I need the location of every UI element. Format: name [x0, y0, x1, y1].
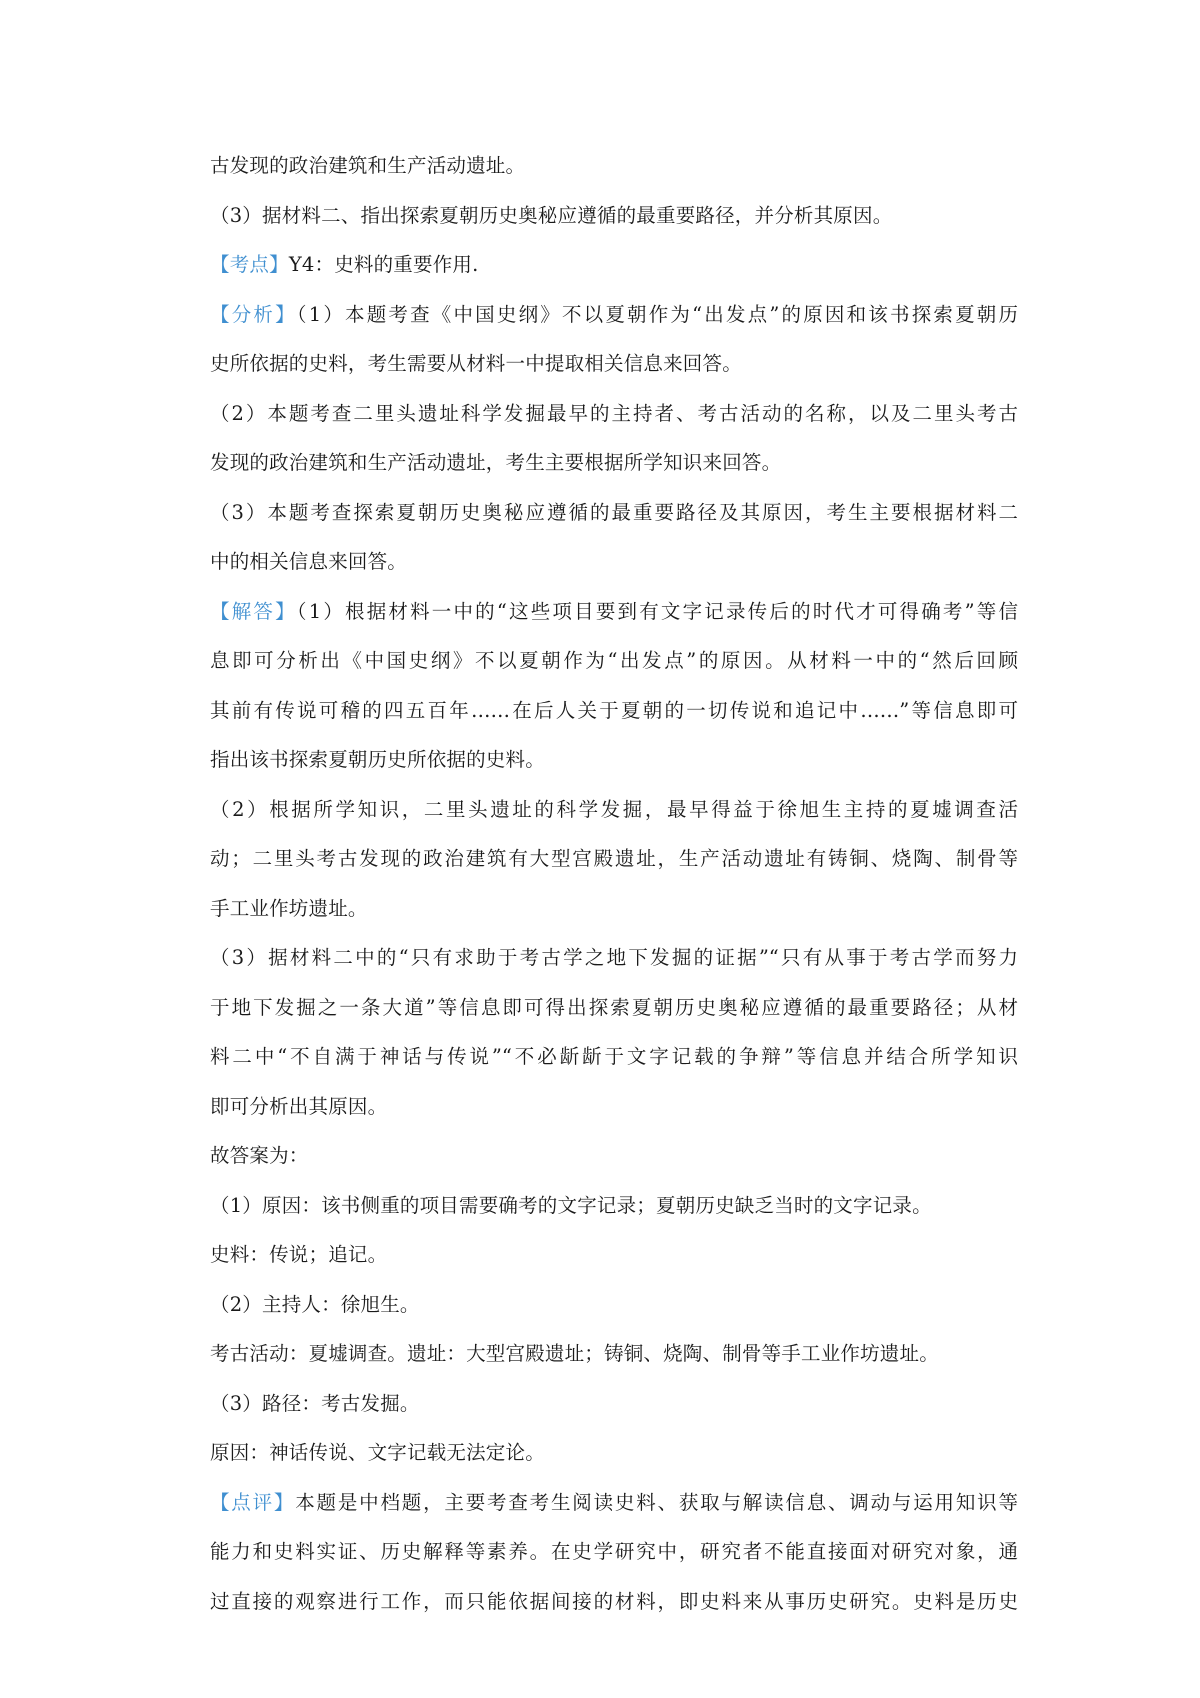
- text-line: [210, 400, 1018, 450]
- text-line: [210, 350, 1018, 400]
- line-text: 能力和史料实证、历史解释等素养。在史学研究中，研究者不能直接面对研究对象，通: [210, 1540, 1018, 1563]
- line-text: 古发现的政治建筑和生产活动遗址。: [210, 154, 526, 177]
- text-line: [210, 1390, 1018, 1440]
- line-text: 料二中“不自满于神话与传说”“不必龂龂于文字记载的争辩”等信息并结合所学知识: [210, 1045, 1018, 1068]
- text-line: [210, 449, 1018, 499]
- line-text: 息即可分析出《中国史纲》不以夏朝作为“出发点”的原因。从材料一中的“然后回顾: [210, 649, 1018, 672]
- line-text: 手工业作坊遗址。: [210, 896, 368, 920]
- line-text: 本题是中档题，主要考查考生阅读史料、获取与解读信息、调动与运用知识等: [295, 1490, 1018, 1514]
- text-line: [210, 1142, 1018, 1192]
- text-line: [210, 944, 1018, 994]
- text-line: [210, 845, 1018, 895]
- section-line: [210, 301, 1018, 351]
- text-line: [210, 895, 1018, 945]
- text-line: [210, 1291, 1018, 1341]
- line-text: 过直接的观察进行工作，而只能依据间接的材料，即史料来从事历史研究。史料是历史: [210, 1589, 1018, 1613]
- line-text: （1）本题考查《中国史纲》不以夏朝作为“出发点”的原因和该书探索夏朝历: [296, 302, 1018, 326]
- text-line: [210, 994, 1018, 1044]
- line-text: 于地下发掘之一条大道”等信息即可得出探索夏朝历史奥秘应遵循的最重要路径；从材: [210, 995, 1018, 1019]
- line-text: 原因：神话传说、文字记载无法定论。: [210, 1441, 545, 1464]
- line-text: 故答案为：: [210, 1144, 309, 1167]
- text-line: [210, 647, 1018, 697]
- line-text: （3）据材料二、指出探索夏朝历史奥秘应遵循的最重要路径，并分析其原因。: [210, 203, 893, 227]
- text-line: [210, 1588, 1018, 1638]
- section-line: [210, 251, 1018, 301]
- line-text: （3）路径：考古发掘。: [210, 1391, 420, 1415]
- section-tag: 【解答】: [210, 599, 297, 623]
- line-text: （3）本题考查探索夏朝历史奥秘应遵循的最重要路径及其原因，考生主要根据材料二: [210, 500, 1018, 524]
- text-line: [210, 1093, 1018, 1143]
- line-text: 指出该书探索夏朝历史所依据的史料。: [210, 748, 545, 771]
- line-text: 中的相关信息来回答。: [210, 550, 408, 573]
- line-text: （2）主持人：徐旭生。: [210, 1292, 420, 1316]
- line-text: 发现的政治建筑和生产活动遗址，考生主要根据所学知识来回答。: [210, 451, 782, 474]
- text-line: [210, 796, 1018, 846]
- line-text: 其前有传说可稽的四五百年……在后人关于夏朝的一切传说和追记中……”等信息即可: [210, 698, 1018, 722]
- line-text: （2）本题考查二里头遗址科学发掘最早的主持者、考古活动的名称，以及二里头考古: [210, 401, 1018, 425]
- line-text: 考古活动：夏墟调查。遗址：大型宫殿遗址；铸铜、烧陶、制骨等手工业作坊遗址。: [210, 1342, 939, 1365]
- text-line: [210, 499, 1018, 549]
- text-line: [210, 1043, 1018, 1093]
- text-line: [210, 1439, 1018, 1489]
- text-line: [210, 746, 1018, 796]
- section-tag: 【考点】: [210, 253, 289, 276]
- text-line: [210, 202, 1018, 252]
- text-line: [210, 1538, 1018, 1588]
- line-text: Y4：史料的重要作用.: [288, 253, 479, 276]
- text-line: [210, 697, 1018, 747]
- line-text: 史料：传说；追记。: [210, 1243, 388, 1266]
- text-line: [210, 1241, 1018, 1291]
- line-text: 即可分析出其原因。: [210, 1094, 388, 1118]
- line-text: （1）根据材料一中的“这些项目要到有文字记录传后的时代才可得确考”等信: [296, 599, 1018, 623]
- section-line: [210, 1489, 1018, 1539]
- line-text: （3）据材料二中的“只有求助于考古学之地下发掘的证据”“只有从事于考古学而努力: [210, 946, 1018, 969]
- text-line: [210, 548, 1018, 598]
- section-line: [210, 598, 1018, 648]
- section-tag: 【点评】: [210, 1490, 296, 1514]
- line-text: 史所依据的史料，考生需要从材料一中提取相关信息来回答。: [210, 352, 742, 375]
- text-line: [210, 1192, 1018, 1242]
- section-tag: 【分析】: [210, 302, 297, 326]
- line-text: （1）原因：该书侧重的项目需要确考的文字记录；夏朝历史缺乏当时的文字记录。: [210, 1193, 932, 1217]
- line-text: （2）根据所学知识，二里头遗址的科学发掘，最早得益于徐旭生主持的夏墟调查活: [210, 797, 1018, 821]
- text-line: [210, 1340, 1018, 1390]
- line-text: 动；二里头考古发现的政治建筑有大型宫殿遗址，生产活动遗址有铸铜、烧陶、制骨等: [210, 847, 1018, 870]
- text-line: [210, 152, 1018, 202]
- document-body: [210, 152, 1018, 1637]
